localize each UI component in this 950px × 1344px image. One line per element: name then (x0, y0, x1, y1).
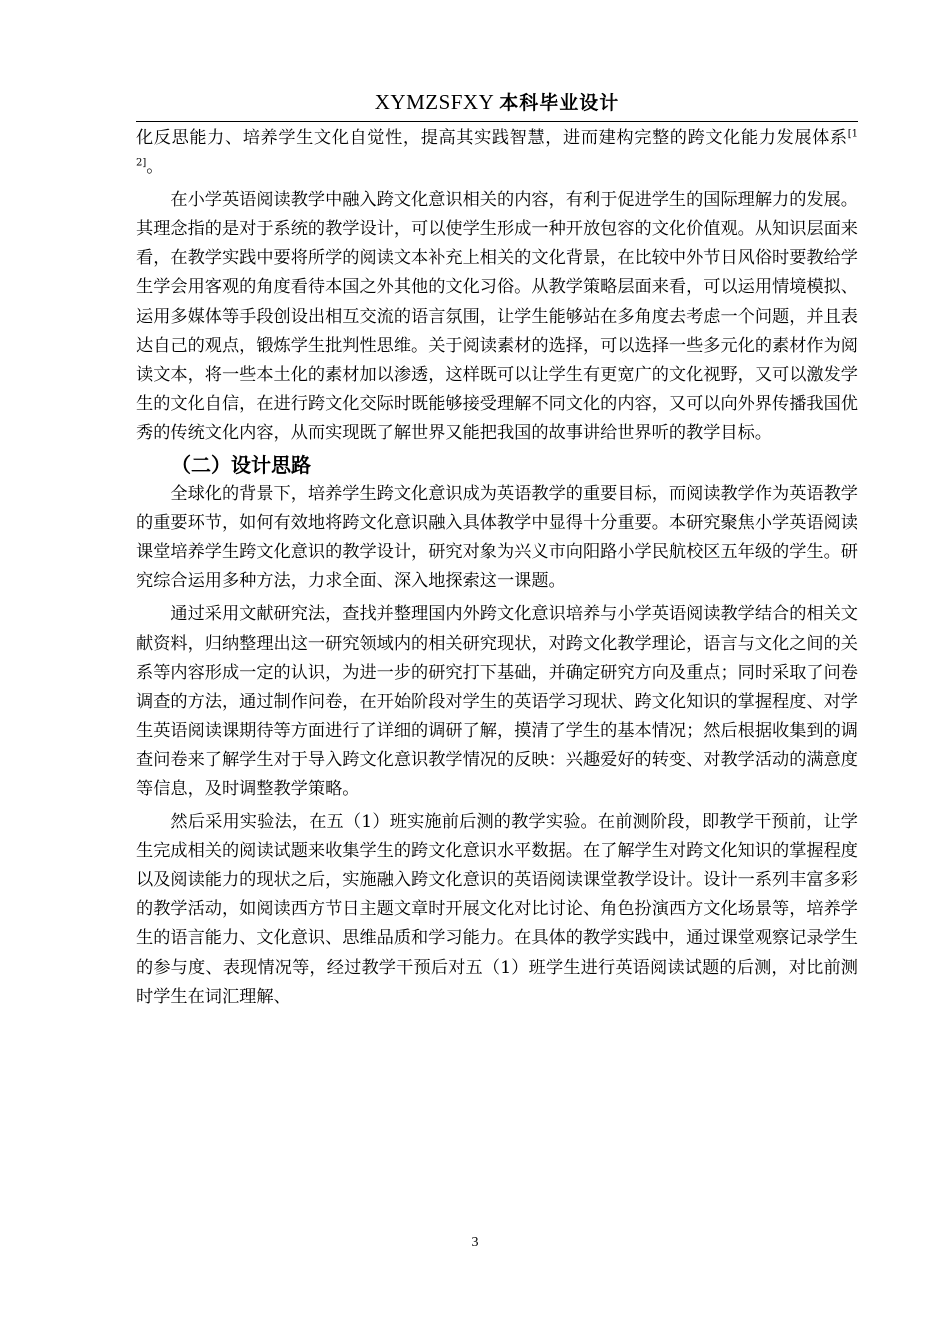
header-code: XYMZSFXY (374, 90, 494, 114)
section-heading: （二）设计思路 (171, 453, 311, 478)
paragraph: 全球化的背景下，培养学生跨文化意识成为英语教学的重要目标，而阅读教学作为英语教学的重要环节，如何有效地将跨文化意识融入具体教学中显得十分重要。本研究聚焦小学英语阅读课堂培养学生跨文化意识的教学设计，研究对象为兴义市向阳路小学民航校区五年级的学生。研究综合运用多种方法，力求全面、深入地探索这一课题。 (136, 484, 858, 592)
page-number: 3 (471, 1235, 479, 1250)
page-header (136, 88, 858, 115)
paragraph: 然后采用实验法，在五（1）班实施前后测的教学实验。在前测阶段，即教学干预前，让学生完成相关的阅读试题来收集学生的跨文化意识水平数据。在了解学生对跨文化知识的掌握程度以及阅读能力的现状之后，实施融入跨文化意识的英语阅读课堂教学设计。设计一系列丰富多彩的教学活动，如阅读西方节日主题文章时开展文化对比讨论、角色扮演西方文化场景等，培养学生的语言能力、文化意识、思维品质和学习能力。在具体的教学实践中，通过课堂观察记录学生的参与度、表现情况等，经过教学干预后对五（1）班学生进行英语阅读试题的后测，对比前测时学生在词汇理解、 (136, 812, 858, 1007)
paragraph-text: 化反思能力、培养学生文化自觉性，提高其实践智慧，进而建构完整的跨文化能力发展体系 (136, 128, 848, 148)
body-text (136, 124, 858, 1012)
paragraph: 通过采用文献研究法，查找并整理国内外跨文化意识培养与小学英语阅读教学结合的相关文献资料，归纳整理出这一研究领域内的相关研究现状，对跨文化教学理论，语言与文化之间的关系等内容形成一定的认识，为进一步的研究打下基础，并确定研究方向及重点；同时采取了问卷调查的方法，通过制作问卷，在开始阶段对学生的英语学习现状、跨文化知识的掌握程度、对学生英语阅读课期待等方面进行了详细的调研了解，摸清了学生的基本情况；然后根据收集到的调查问卷来了解学生对于导入跨文化意识教学情况的反映：兴趣爱好的转变、对教学活动的满意度等信息，及时调整教学策略。 (136, 604, 858, 799)
paragraph-continued (136, 124, 858, 182)
paragraph: 在小学英语阅读教学中融入跨文化意识相关的内容，有利于促进学生的国际理解力的发展。其理念指的是对于系统的教学设计，可以使学生形成一种开放包容的文化价值观。从知识层面来看，在教学实践中要将所学的阅读文本补充上相关的文化背景，在比较中外节日风俗时要教给学生学会用客观的角度看待本国之外其他的文化习俗。从教学策略层面来看，可以运用情境模拟、运用多媒体等手段创设出相互交流的语言氛围，让学生能够站在多角度去考虑一个问题，并且表达自己的观点，锻炼学生批判性思维。关于阅读素材的选择，可以选择一些多元化的素材作为阅读文本，将一些本土化的素材加以渗透，这样既可以让学生有更宽广的文化视野，又可以激发学生的文化自信，在进行跨文化交际时既能够接受理解不同文化的内容，又可以向外界传播我国优秀的传统文化内容，从而实现既了解世界又能把我国的故事讲给世界听的教学目标。 (136, 190, 858, 443)
header-title: 本科毕业设计 (499, 92, 620, 114)
paragraph-end: 。 (146, 157, 164, 178)
header-divider (136, 121, 858, 122)
citation-ref: [12] (136, 128, 858, 169)
